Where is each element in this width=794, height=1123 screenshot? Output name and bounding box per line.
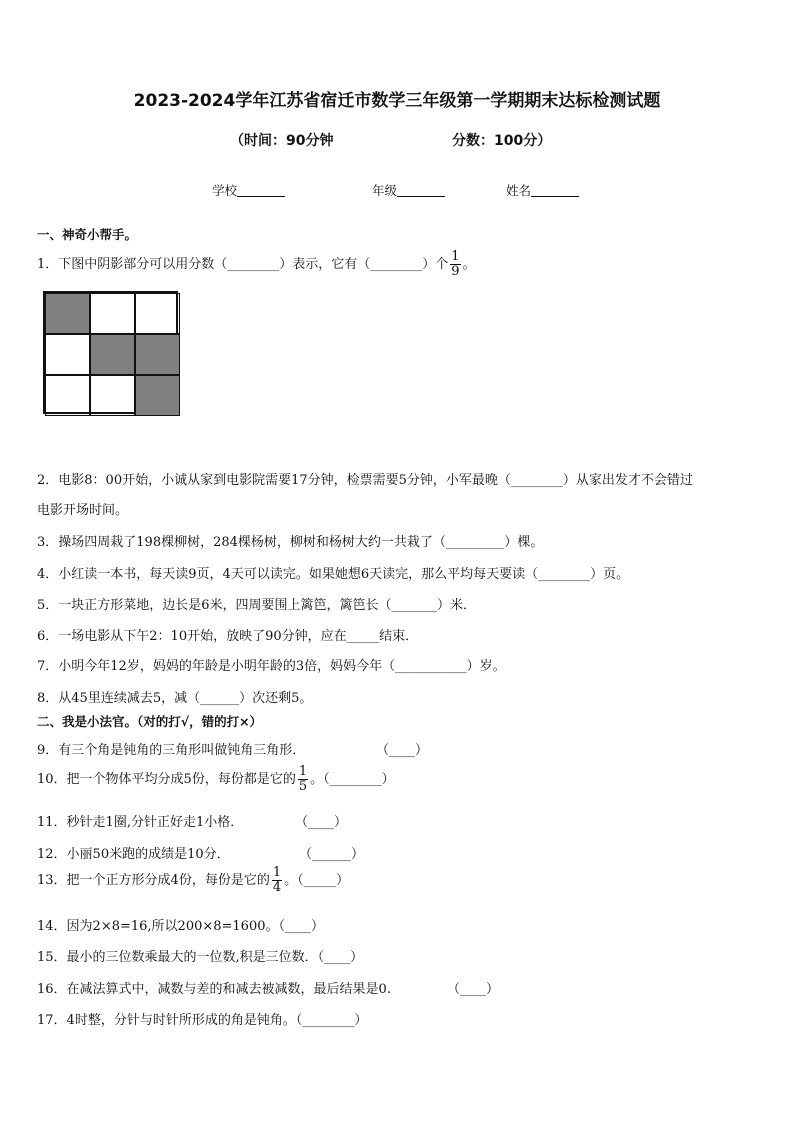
grid-cell: [45, 375, 90, 416]
school-field[interactable]: [212, 181, 285, 199]
grade-field[interactable]: [372, 181, 445, 199]
fraction: $\frac{1}{5}$: [298, 764, 308, 794]
page-title: 2023-2024学年江苏省宿迁市数学三年级第一学期期末达标检测试题: [133, 91, 661, 111]
fraction: $\frac{1}{9}$: [451, 249, 460, 279]
question-5: 5．一块正方形菜地，边长是6米，四周要围上篱笆，篱笆长（_______）米．: [37, 598, 477, 613]
question-10: 10．把一个物体平均分成5份，每份都是它的 $\frac{1}{5}$ 。（________）: [37, 764, 395, 794]
question-13: 13．把一个正方形分成4份，每份是它的 $\frac{1}{4}$ 。（_____）: [37, 865, 350, 895]
question-16: 16．在减法算式中，减数与差的和减去被减数，最后结果是0.: [37, 982, 391, 997]
grid-cell: [45, 334, 90, 375]
exam-score: 分数：100分）: [452, 133, 552, 149]
grid-cell: [90, 375, 135, 416]
question-1: 1．下图中阴影部分可以用分数（________）表示，它有（________）个 $\frac{1}{9}$ 。: [37, 249, 476, 279]
grid-cell-shaded: [135, 334, 180, 375]
exam-time: （时间：90分钟: [230, 133, 334, 149]
name-field[interactable]: [506, 181, 579, 199]
name-label: 姓名: [506, 183, 532, 198]
question-2-line-1: 2．电影8：00开始，小诚从家到电影院需要17分钟，检票需要5分钟，小军最晚（________）从家出发才不会错过: [37, 473, 693, 488]
grade-label: 年级: [372, 183, 398, 198]
question-2-line-2: 电影开场时间。: [37, 503, 129, 518]
question-12: 12．小丽50米跑的成绩是10分．: [37, 847, 230, 862]
grid-cell-shaded: [90, 334, 135, 375]
question-9-blank[interactable]: （____）: [376, 743, 429, 758]
grade-blank[interactable]: [397, 183, 445, 197]
section-2-title: 二、我是小法官。（对的打√，错的打×）: [37, 714, 263, 729]
question-9: 9．有三个角是钝角的三角形叫做钝角三角形．: [37, 743, 306, 758]
school-blank[interactable]: [237, 183, 285, 197]
grid-cell-shaded: [45, 293, 90, 334]
question-17: 17．4时整，分针与时针所形成的角是钝角。（________）: [37, 1013, 368, 1028]
question-11-blank[interactable]: （____）: [295, 815, 348, 830]
grid-cell-shaded: [135, 375, 180, 416]
question-8: 8．从45里连续减去5，减（______）次还剩5。: [37, 691, 313, 706]
shaded-grid-figure: [43, 291, 178, 414]
question-14: 14．因为2×8=16,所以200×8=1600。（____）: [37, 919, 324, 934]
school-label: 学校: [212, 183, 238, 198]
question-11: 11．秒针走1圈,分针正好走1小格．: [37, 815, 244, 830]
section-1-title: 一、神奇小帮手。: [37, 227, 138, 242]
name-blank[interactable]: [531, 183, 579, 197]
question-12-blank[interactable]: （______）: [299, 847, 365, 862]
question-6: 6．一场电影从下午2：10开始，放映了90分钟，应在_____结束．: [37, 629, 419, 644]
question-3: 3．操场四周栽了198棵柳树，284棵杨树，柳树和杨树大约一共栽了（_________）棵。: [37, 535, 544, 550]
question-4: 4．小红读一本书，每天读9页，4天可以读完。如果她想6天读完，那么平均每天要读（________）页。: [37, 567, 630, 582]
question-16-blank[interactable]: （____）: [447, 982, 500, 997]
grid-cell: [135, 293, 180, 334]
question-7: 7．小明今年12岁，妈妈的年龄是小明年龄的3倍，妈妈今年（___________）岁。: [37, 659, 506, 674]
fraction: $\frac{1}{4}$: [272, 865, 282, 895]
question-15: 15．最小的三位数乘最大的一位数,积是三位数．（____）: [37, 950, 364, 965]
grid-cell: [90, 293, 135, 334]
